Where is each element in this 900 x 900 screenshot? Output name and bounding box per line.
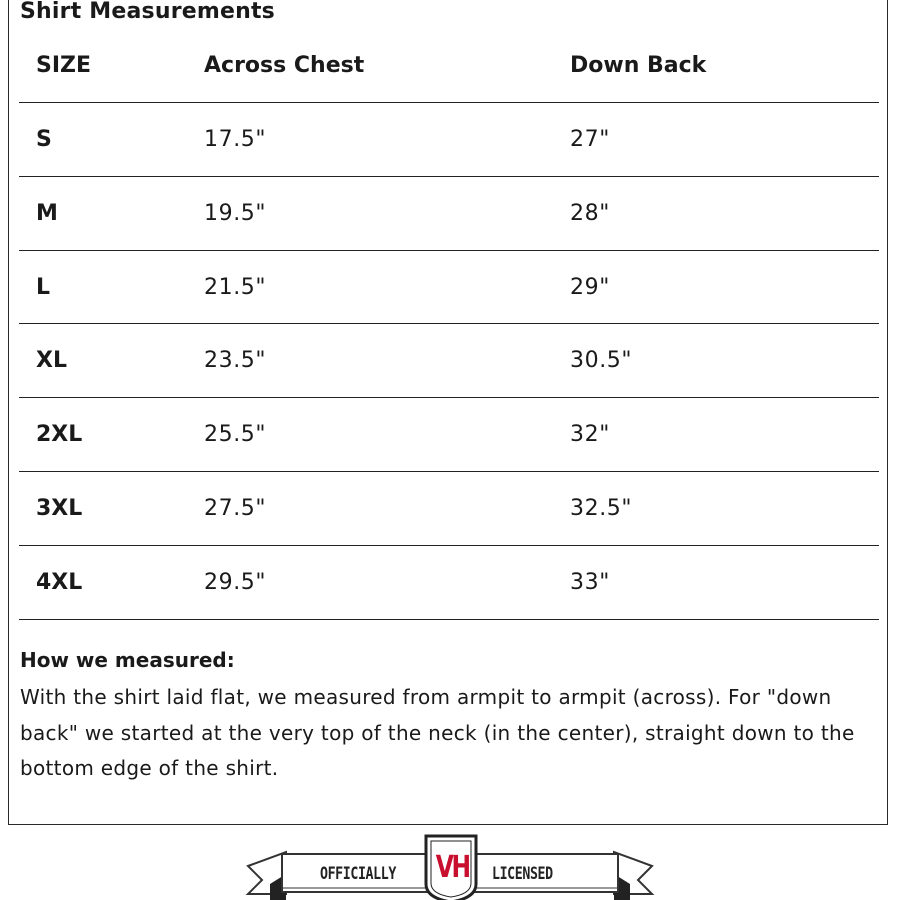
back-cell: 32.5" (570, 495, 633, 521)
badge-licensed-text: LICENSED (492, 864, 553, 884)
notes-heading: How we measured: (20, 648, 235, 672)
card-title: Shirt Measurements (20, 0, 275, 24)
table-row (19, 103, 879, 177)
chest-cell: 25.5" (204, 422, 267, 448)
table-row (19, 472, 879, 546)
column-header-across-chest: Across Chest (204, 53, 365, 78)
chest-cell: 29.5" (204, 569, 267, 595)
badge-officially-text: OFFICIALLY (320, 864, 396, 884)
table-row (19, 398, 879, 472)
size-cell: S (36, 127, 52, 152)
column-header-size: SIZE (36, 53, 92, 78)
measurements-card (8, 0, 888, 825)
back-cell: 28" (570, 200, 610, 226)
back-cell: 30.5" (570, 348, 633, 374)
officially-licensed-badge (240, 832, 660, 900)
back-cell: 33" (570, 569, 610, 595)
table-row (19, 546, 879, 620)
size-cell: XL (36, 348, 67, 374)
column-header-down-back: Down Back (570, 53, 707, 78)
size-cell: 2XL (36, 422, 83, 448)
size-cell: M (36, 200, 58, 226)
table-header-row (19, 54, 879, 103)
table-row (19, 177, 879, 251)
back-cell: 27" (570, 127, 610, 152)
chest-cell: 19.5" (204, 200, 267, 226)
size-cell: L (36, 274, 51, 300)
badge-vh-mark: VH (435, 850, 469, 885)
table-row (19, 324, 879, 398)
table-row (19, 251, 879, 325)
notes-body: With the shirt laid flat, we measured from armpit to armpit (across). For "down back" we started at the very top of the neck (in the center), straight down to the bottom edge of the shirt. (20, 685, 855, 780)
size-cell: 4XL (36, 569, 83, 595)
chest-cell: 21.5" (204, 274, 267, 300)
chest-cell: 23.5" (204, 348, 267, 374)
chest-cell: 17.5" (204, 127, 267, 152)
measurements-table (19, 54, 879, 620)
back-cell: 29" (570, 274, 610, 300)
chest-cell: 27.5" (204, 495, 267, 521)
size-cell: 3XL (36, 495, 83, 521)
back-cell: 32" (570, 422, 610, 448)
